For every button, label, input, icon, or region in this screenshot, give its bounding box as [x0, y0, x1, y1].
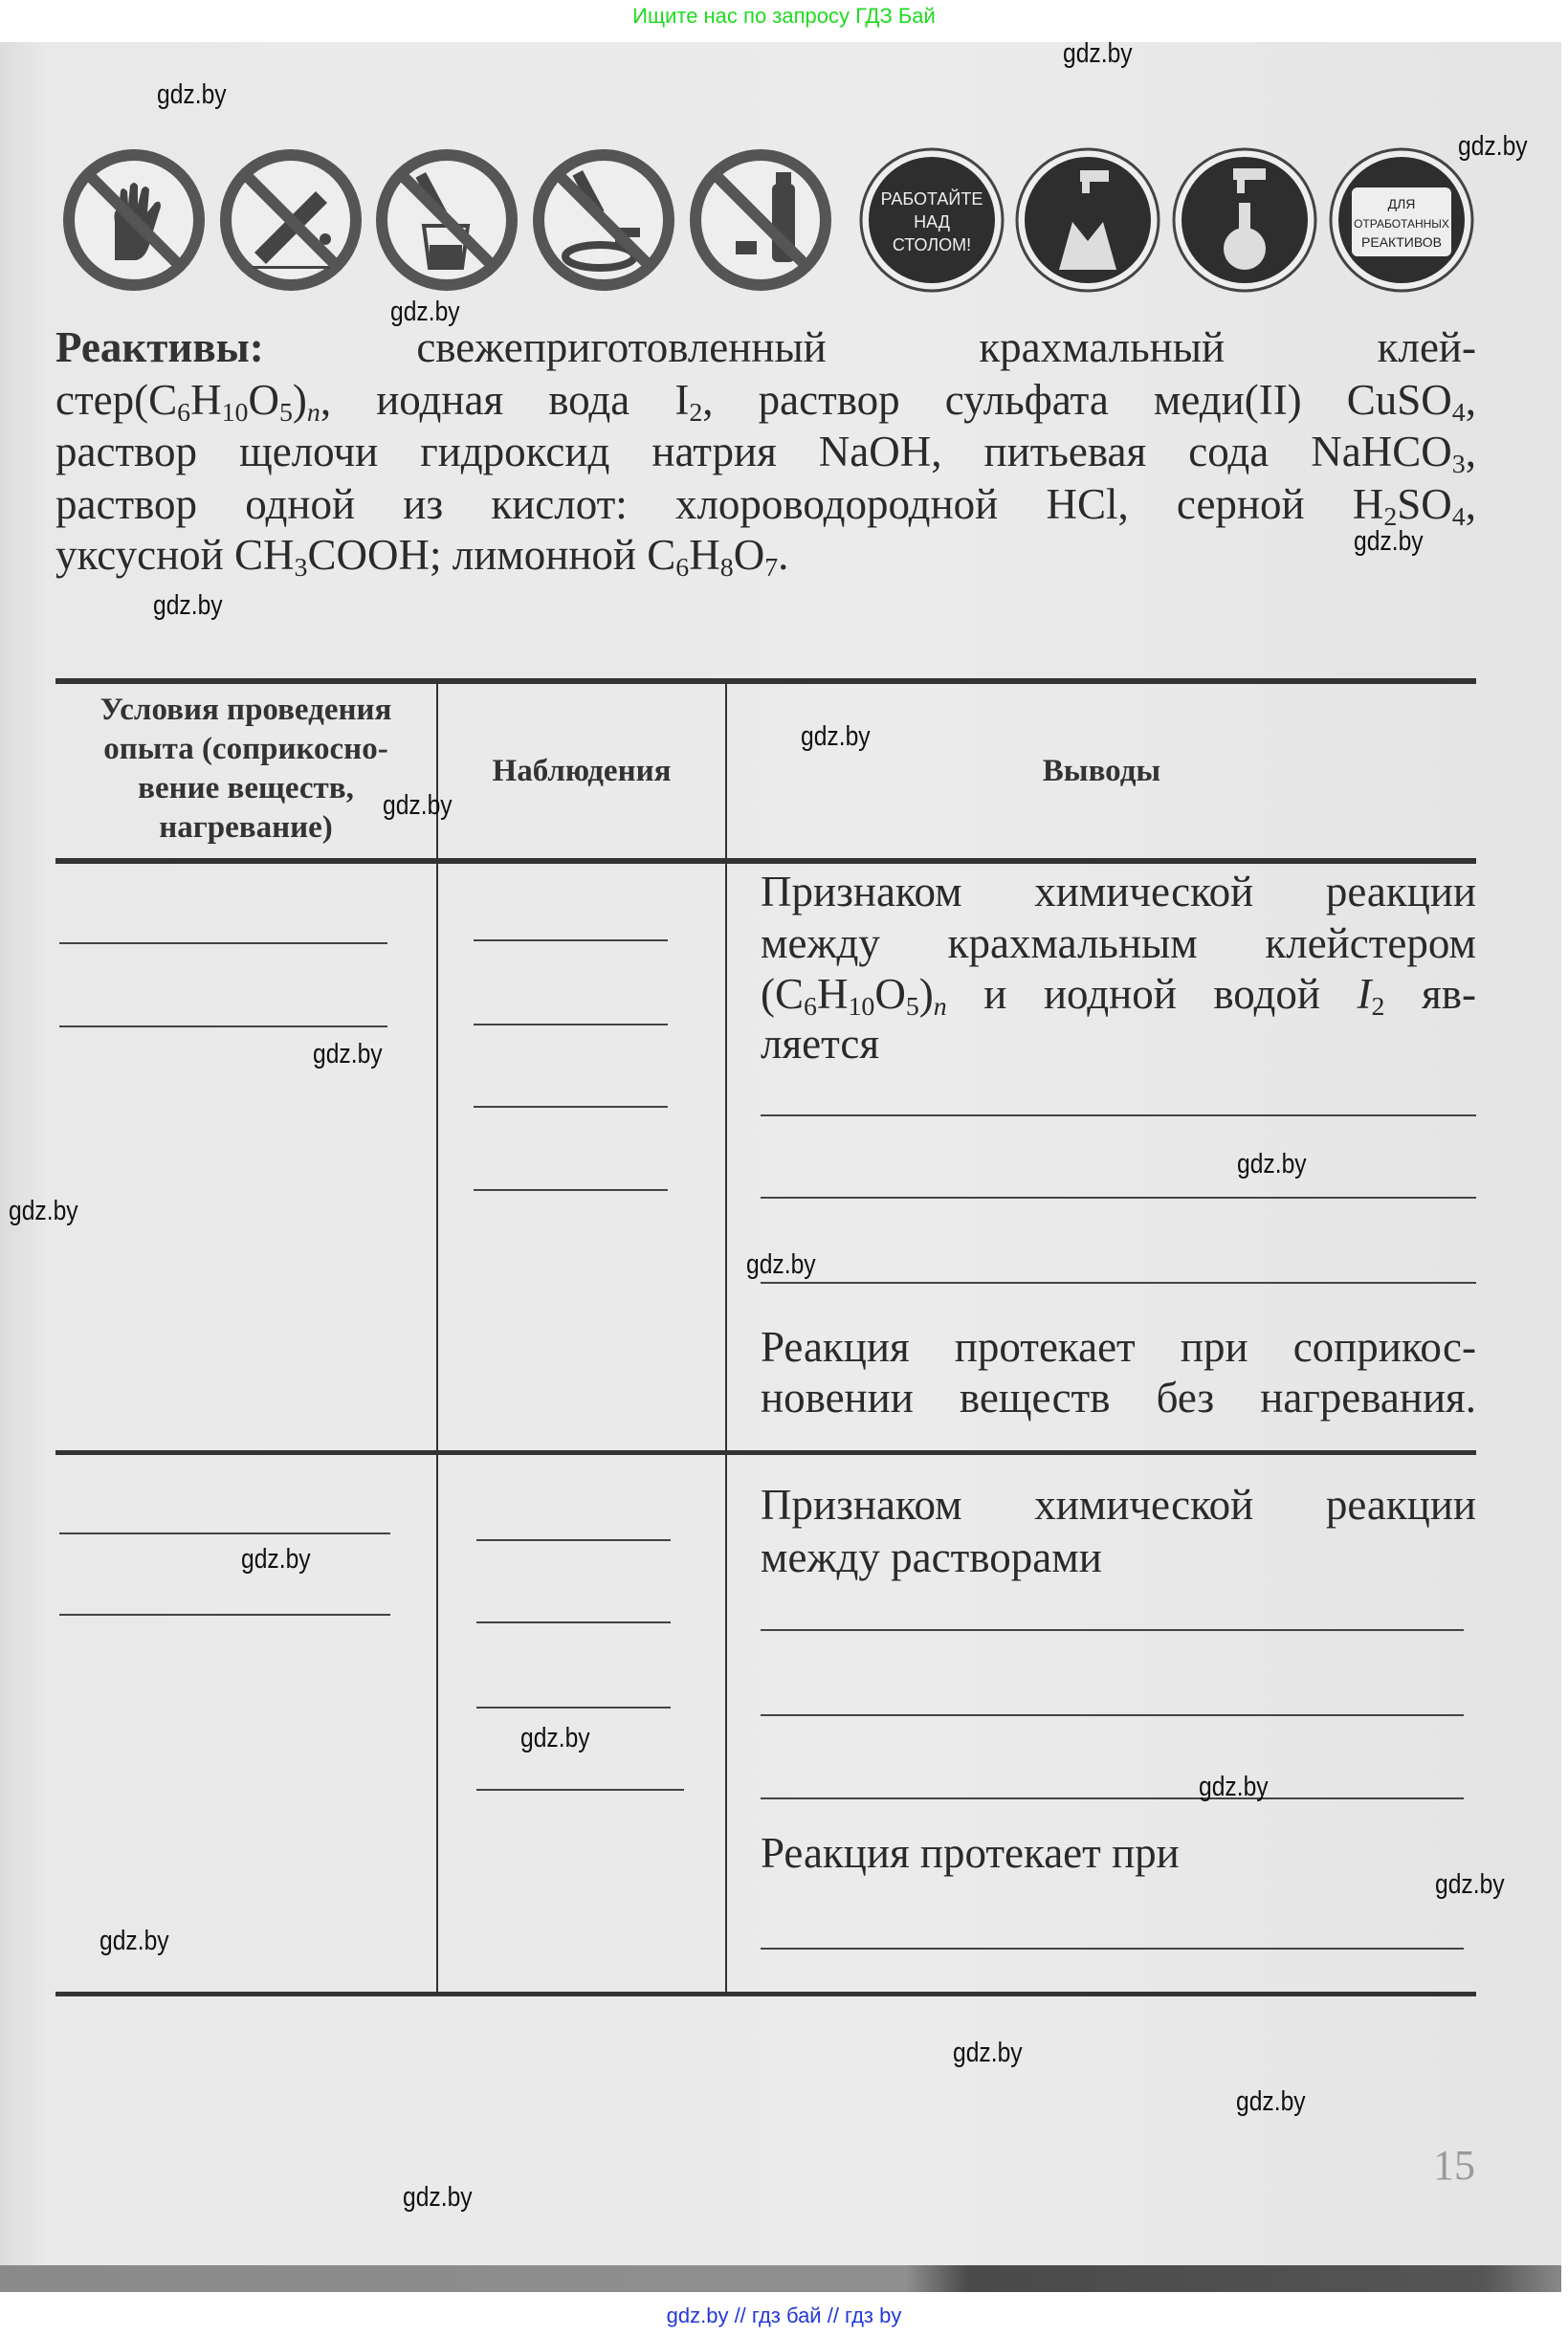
watermark-text: gdz.by [313, 1039, 383, 1069]
observation-answer-line[interactable] [474, 1024, 668, 1025]
site-header-link[interactable]: Ищите нас по запросу ГДЗ Бай [632, 4, 936, 28]
no-spill-test-tube-icon [216, 145, 365, 295]
watermark-text: gdz.by [1236, 2086, 1306, 2117]
conclusion-answer-line[interactable] [761, 1629, 1464, 1631]
svg-text:РЕАКТИВОВ: РЕАКТИВОВ [1361, 234, 1442, 250]
row1-conclusion-line: Признаком химической реакции [761, 868, 1476, 915]
watermark-text: gdz.by [99, 1926, 169, 1956]
row2-conclusion-line: между растворами [761, 1533, 1102, 1581]
row2-conclusion-line: Признаком химической реакции [761, 1481, 1476, 1529]
observation-answer-line[interactable] [476, 1621, 671, 1623]
row1-conclusion-line: между крахмальным клейстером [761, 919, 1476, 967]
conditions-answer-line[interactable] [59, 1614, 390, 1616]
row1-reaction-condition: новении веществ без нагревания. [761, 1374, 1476, 1422]
watermark-text: gdz.by [383, 790, 453, 821]
watermark-text: gdz.by [241, 1544, 311, 1575]
waste-reagents-icon [1327, 145, 1476, 295]
svg-text:РАБОТАЙТЕ: РАБОТАЙТЕ [880, 189, 983, 209]
row1-reaction-condition: Реакция протекает при соприкос- [761, 1323, 1476, 1371]
observation-answer-line[interactable] [476, 1539, 671, 1541]
conclusion-answer-line[interactable] [761, 1114, 1476, 1116]
watermark-text: gdz.by [1237, 1149, 1307, 1180]
observation-answer-line[interactable] [476, 1789, 684, 1791]
page-edge-shadow [0, 2265, 1561, 2292]
table-top-rule [55, 678, 1476, 684]
wash-hands-icon [1013, 145, 1162, 295]
watermark-text: gdz.by [153, 590, 223, 621]
watermark-text: gdz.by [520, 1723, 590, 1753]
column-divider [725, 681, 727, 1995]
watermark-text: gdz.by [9, 1196, 78, 1226]
observation-answer-line[interactable] [474, 1106, 668, 1108]
no-pour-into-glass-icon [372, 145, 521, 295]
row1-conclusion-line: $(C_6H_{10}O_5)_n$ и иодной водой $I_2$ яв- [761, 970, 1476, 1022]
reagents-line-5: уксусной $CH_3COOH$; лимонной $C_6H_8O_7$. [55, 531, 789, 583]
no-touch-hand-icon [59, 145, 209, 295]
no-taste-bottle-icon [686, 145, 835, 295]
header-conditions: Условия проведения опыта (соприкосно- вение веществ, нагревание) [99, 693, 392, 845]
work-over-table-icon [857, 145, 1006, 295]
watermark-text: gdz.by [1354, 526, 1424, 557]
reagents-label: Реактивы: [55, 323, 264, 371]
conditions-answer-line[interactable] [59, 1025, 387, 1027]
row2-reaction-condition: Реакция протекает при [761, 1829, 1180, 1877]
observation-answer-line[interactable] [474, 1189, 668, 1191]
table-header-rule [55, 858, 1476, 864]
table-row-divider [55, 1450, 1476, 1455]
watermark-text: gdz.by [746, 1249, 816, 1280]
site-footer-link[interactable]: gdz.by // гдз бай // гдз by [666, 2304, 902, 2327]
reagents-line-4: раствор одной из кислот: хлороводородной HCl, серной $H_2SO_4$, [55, 480, 1476, 532]
watermark-text: gdz.by [1458, 131, 1528, 162]
watermark-text: gdz.by [801, 721, 871, 752]
svg-text:НАД: НАД [914, 212, 950, 231]
column-divider [436, 681, 438, 1995]
watermark-text: gdz.by [1435, 1869, 1505, 1900]
table-bottom-rule [55, 1992, 1476, 1996]
svg-text:ОТРАБОТАННЫХ: ОТРАБОТАННЫХ [1354, 217, 1449, 231]
header-conclusions: Выводы [1042, 754, 1161, 788]
svg-text:ДЛЯ: ДЛЯ [1387, 196, 1416, 211]
watermark-text: gdz.by [1199, 1772, 1269, 1802]
reagents-line-2: $стер(C_6H_{10}O_5)_n$, иодная вода $I_2$, раствор сульфата меди(II) CuSO$_4$, [55, 376, 1476, 428]
watermark-text: gdz.by [403, 2182, 473, 2213]
watermark-text: gdz.by [157, 79, 227, 110]
conclusion-answer-line[interactable] [761, 1797, 1464, 1799]
watermark-text: gdz.by [1063, 38, 1133, 69]
page-number: 15 [1433, 2142, 1475, 2189]
reagents-line-1: Реактивы: свежеприготовленный крахмальный клей- [55, 323, 1476, 371]
conclusion-answer-line[interactable] [761, 1714, 1464, 1716]
watermark-text: gdz.by [390, 297, 460, 327]
watermark-text: gdz.by [953, 2038, 1023, 2068]
conclusion-answer-line[interactable] [761, 1948, 1464, 1950]
header-observations: Наблюдения [492, 754, 672, 788]
row1-conclusion-line: ляется [761, 1020, 880, 1068]
conditions-answer-line[interactable] [59, 942, 387, 944]
observation-answer-line[interactable] [476, 1707, 671, 1709]
conditions-answer-line[interactable] [59, 1532, 390, 1534]
observation-answer-line[interactable] [474, 939, 668, 941]
reagents-line-3: раствор щелочи гидроксид натрия NaOH, питьевая сода NaHCO$_3$, [55, 428, 1476, 479]
svg-text:СТОЛОМ!: СТОЛОМ! [892, 235, 972, 254]
conclusion-answer-line[interactable] [761, 1282, 1476, 1284]
no-pour-into-sink-icon [529, 145, 678, 295]
conclusion-answer-line[interactable] [761, 1197, 1476, 1199]
wash-flask-icon [1170, 145, 1319, 295]
